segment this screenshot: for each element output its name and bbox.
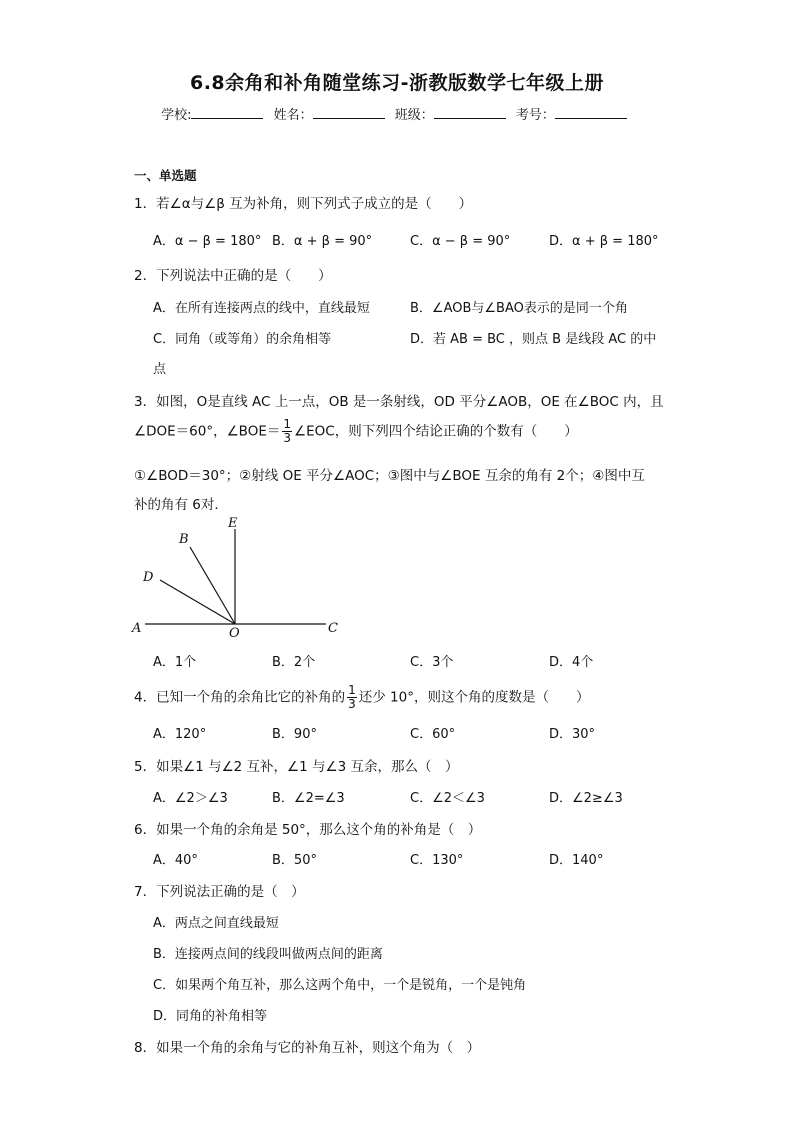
question-2-stem: 2．下列说法中正确的是（ ）	[134, 268, 332, 284]
question-3-line-2-prefix: ∠DOE＝60°，∠BOE＝	[134, 423, 281, 440]
question-5-option-c: C．∠2＜∠3	[410, 791, 485, 806]
ray-od	[160, 580, 235, 624]
question-3-figure	[128, 510, 358, 645]
label-e: E	[228, 516, 238, 531]
question-1-option-a: A．α − β = 180°	[153, 234, 262, 249]
question-5-stem: 5．如果∠1 与∠2 互补，∠1 与∠3 互余，那么（ ）	[134, 759, 459, 775]
question-5-option-b: B．∠2=∠3	[272, 791, 345, 806]
question-5-option-d: D．∠2≥∠3	[549, 791, 623, 806]
question-4-option-b: B．90°	[272, 727, 317, 742]
question-3-line-2	[134, 418, 578, 445]
question-4-stem-suffix: 还少 10°，则这个角的度数是（ ）	[358, 689, 590, 706]
section-title: 一、单选题	[134, 168, 197, 183]
question-3-option-c: C．3个	[410, 655, 454, 670]
name-label: 姓名：	[273, 108, 313, 123]
question-8-stem: 8．如果一个角的余角与它的补角互补，则这个角为（ ）	[134, 1040, 481, 1056]
question-3-option-a: A．1个	[153, 655, 197, 670]
label-a: A	[132, 621, 142, 636]
question-7-option-b: B．连接两点间的线段叫做两点间的距离	[153, 947, 383, 962]
question-2-option-a: A．在所有连接两点的线中，直线最短	[153, 301, 370, 316]
question-6-option-b: B．50°	[272, 853, 317, 868]
document-title: 6.8余角和补角随堂练习-浙教版数学七年级上册	[189, 72, 605, 94]
ray-ob	[190, 547, 235, 624]
question-7-option-c: C．如果两个角互补，那么这两个角中，一个是锐角，一个是钝角	[153, 978, 527, 993]
class-blank[interactable]	[434, 106, 506, 119]
question-4-option-c: C．60°	[410, 727, 456, 742]
fraction-numerator: 1	[283, 417, 292, 431]
question-4-stem	[134, 684, 589, 711]
question-1-option-d: D．α + β = 180°	[549, 234, 659, 249]
question-1-option-c: C．α − β = 90°	[410, 234, 511, 249]
school-label: 学校:	[161, 108, 192, 123]
question-6-option-a: A．40°	[153, 853, 198, 868]
question-7-option-a: A．两点之间直线最短	[153, 916, 279, 931]
question-3-line-4: 补的角有 6对．	[134, 497, 228, 513]
question-2-option-c: C．同角（或等角）的余角相等	[153, 332, 332, 347]
label-o: O	[229, 626, 240, 641]
question-4-option-a: A．120°	[153, 727, 207, 742]
school-blank[interactable]	[191, 106, 263, 119]
class-label: 班级：	[394, 108, 434, 123]
question-3-option-b: B．2个	[272, 655, 316, 670]
question-3-line-3: ①∠BOD＝30°；②射线 OE 平分∠AOC；③图中与∠BOE 互余的角有 2个；④图中互	[134, 468, 645, 484]
label-b: B	[179, 532, 189, 547]
question-7-stem: 7．下列说法正确的是（ ）	[134, 884, 305, 900]
question-1-stem: 1．若∠α与∠β 互为补角，则下列式子成立的是（ ）	[134, 196, 473, 212]
question-3-fraction	[282, 418, 292, 445]
label-d: D	[143, 570, 154, 585]
exam-no-label: 考号：	[515, 108, 555, 123]
question-2-option-d-continued: 点	[153, 362, 167, 377]
question-7-option-d: D．同角的补角相等	[153, 1009, 268, 1024]
name-blank[interactable]	[313, 106, 385, 119]
question-2-option-b: B．∠AOB与∠BAO表示的是同一个角	[410, 301, 628, 316]
question-3-line-1: 3．如图，O是直线 AC 上一点，OB 是一条射线，OD 平分∠AOB，OE 在∠BOC 内，且	[134, 394, 664, 410]
fraction-denominator: 3	[283, 431, 292, 445]
question-4-stem-prefix: 4．已知一个角的余角比它的补角的	[134, 689, 346, 706]
question-4-option-d: D．30°	[549, 727, 596, 742]
question-1-option-b: B．α + β = 90°	[272, 234, 373, 249]
fraction-denominator: 3	[348, 697, 356, 711]
student-info-line	[0, 104, 794, 123]
question-4-fraction	[347, 684, 357, 711]
question-6-stem: 6．如果一个角的余角是 50°，那么这个角的补角是（ ）	[134, 822, 482, 838]
question-5-option-a: A．∠2＞∠3	[153, 791, 228, 806]
question-3-option-d: D．4个	[549, 655, 594, 670]
label-c: C	[328, 621, 338, 636]
question-3-line-2-suffix: ∠EOC，则下列四个结论正确的个数有（ ）	[294, 423, 578, 440]
fraction-numerator: 1	[348, 683, 356, 697]
exam-no-blank[interactable]	[555, 106, 627, 119]
question-6-option-c: C．130°	[410, 853, 464, 868]
question-6-option-d: D．140°	[549, 853, 604, 868]
question-2-option-d: D．若 AB = BC ，则点 B 是线段 AC 的中	[410, 332, 657, 347]
